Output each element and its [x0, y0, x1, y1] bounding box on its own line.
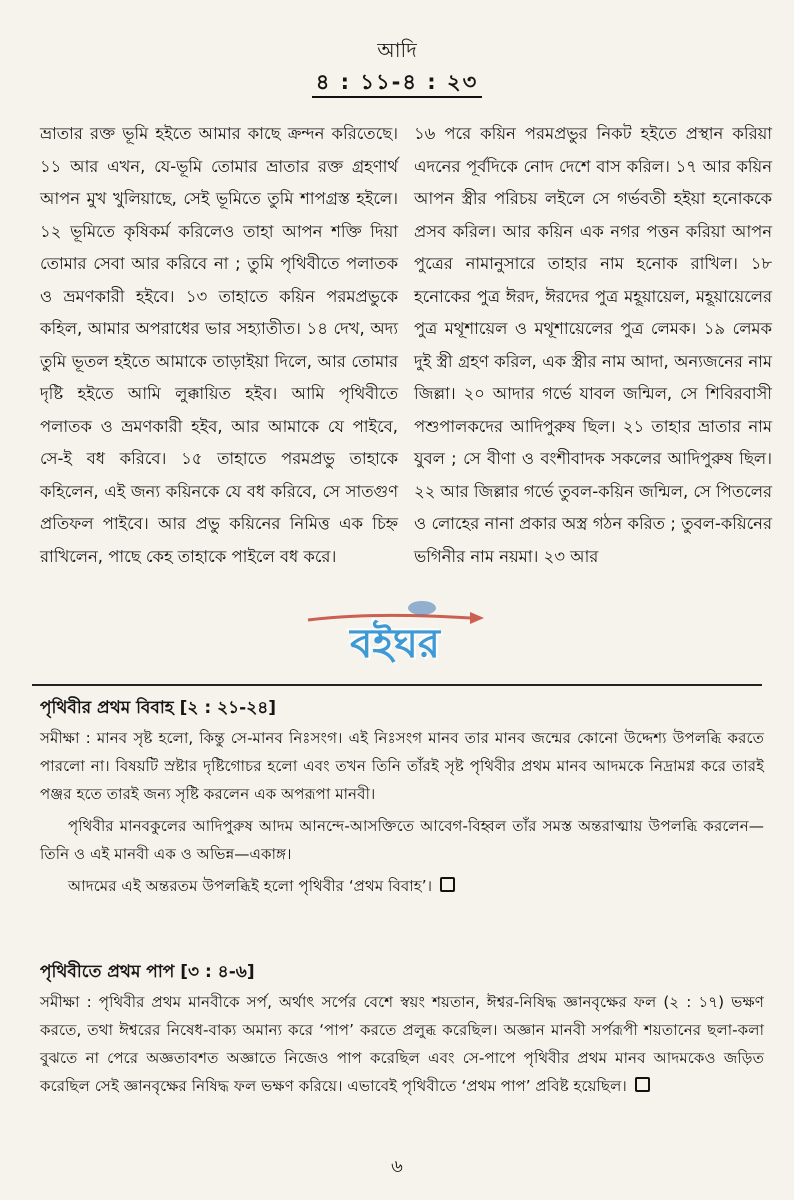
section-paragraph-last	[40, 872, 764, 900]
left-column	[40, 118, 398, 573]
end-square-icon	[635, 1077, 650, 1092]
page-number: ৬	[391, 1156, 403, 1177]
watermark-logo	[300, 598, 490, 672]
right-column	[414, 118, 772, 573]
section-paragraph: সমীক্ষা : মানব সৃষ্ট হলো, কিন্তু সে-মানব নিঃসংগ। এই নিঃসংগ মানব তার মানব জন্মের কোনো উদ্দেশ্য উপলব্ধি করতে পারলো না। বিষয়টি স্রষ্টার দৃষ্টিগোচর হলো এবং তখন তিনি তাঁরই সৃষ্ট পৃথিবীর প্রথম মানব আদমকে নিদ্রামগ্ন করে তারই পঞ্জর হতে তারই জন্য সৃষ্টি করলেন এক অপরূপা মানবী।	[40, 729, 764, 803]
section-divider	[32, 684, 762, 686]
section-paragraph-last	[40, 988, 764, 1100]
chapter-range	[0, 66, 794, 101]
section-first-marriage	[40, 694, 764, 900]
chapter-range-text: ৪ : ১১-৪ : ২৩	[312, 70, 483, 98]
section-paragraph: পৃথিবীর মানবকুলের আদিপুরুষ আদম আনন্দে-আসক্তিতে আবেগ-বিহ্বল তাঁর সমস্ত অন্তরাত্মায় উপলব্ধি করলেন— তিনি ও এই মানবী এক ও অভিন্ন—একাঙ্গ।	[40, 817, 764, 863]
end-square-icon	[440, 877, 455, 892]
right-column-text: ১৬ পরে কয়িন পরমপ্রভুর নিকট হইতে প্রস্থান করিয়া এদনের পূর্বদিকে নোদ দেশে বাস করিল। ১৭ আর কয়িন আপন স্ত্রীর পরিচয় লইলে সে গর্ভবতী হইয়া হনোককে প্রসব করিল। আর কয়িন এক নগর পত্তন করিয়া আপন পুত্রের নামানুসারে তাহার নাম হনোক রাখিল। ১৮ হনোকের পুত্র ঈরদ, ঈরদের পুত্র মহূয়ায়েল, মহূয়ায়েলের পুত্র মথূশায়েল ও মথূশায়েলের পুত্র লেমক। ১৯ লেমক দুই স্ত্রী গ্রহণ করিল, এক স্ত্রীর নাম আদা, অন্যজনের নাম জিল্লা। ২০ আদার গর্ভে যাবল জন্মিল, সে শিবিরবাসী পশুপালকদের আদিপুরুষ ছিল। ২১ তাহার ভ্রাতার নাম যুবল ; সে বীণা ও বংশীবাদক সকলের আদিপুরুষ ছিল। ২২ আর জিল্লার গর্ভে তুবল-কয়িন জন্মিল, সে পিতলের ও লোহের নানা প্রকার অস্ত্র গঠন করিত ; তুবল-কয়িনের ভগিনীর নাম নয়মা। ২৩ আর	[414, 124, 772, 566]
section-heading: পৃথিবীতে প্রথম পাপ [৩ : ৪-৬]	[40, 962, 255, 982]
book-title: আদি	[377, 38, 417, 62]
quill-icon	[300, 598, 490, 672]
watermark-text: বইঘর	[350, 621, 440, 667]
left-column-text: ভ্রাতার রক্ত ভূমি হইতে আমার কাছে ক্রন্দন করিতেছে। ১১ আর এখন, যে-ভূমি তোমার ভ্রাতার রক্ত গ্রহণার্থ আপন মুখ খুলিয়াছে, সেই ভূমিতে তুমি শাপগ্রস্ত হইলে। ১২ ভূমিতে কৃষিকর্ম করিলেও তাহা আপন শক্তি দিয়া তোমার সেবা আর করিবে না ; তুমি পৃথিবীতে পলাতক ও ভ্রমণকারী হইবে। ১৩ তাহাতে কয়িন পরমপ্রভুকে কহিল, আমার অপরাধের ভার সহ্যাতীত। ১৪ দেখ, অদ্য তুমি ভূতল হইতে আমাকে তাড়াইয়া দিলে, আর তোমার দৃষ্টি হইতে আমি লুক্কায়িত হইব। আমি পৃথিবীতে পলাতক ও ভ্রমণকারী হইব, আর আমাকে যে পাইবে, সে-ই বধ করিবে। ১৫ তাহাতে পরমপ্রভু তাহাকে কহিলেন, এই জন্য কয়িনকে যে বধ করিবে, সে সাতগুণ প্রতিফল পাইবে। আর প্রভু কয়িনের নিমিত্ত এক চিহ্ন রাখিলেন, পাছে কেহ তাহাকে পাইলে বধ করে।	[40, 124, 398, 566]
section-paragraph-text: সমীক্ষা : পৃথিবীর প্রথম মানবীকে সর্প, অর্থাৎ সর্পের বেশে স্বয়ং শয়তান, ঈশ্বর-নিষিদ্ধ জ্ঞানবৃক্ষের ফল (২ : ১৭) ভক্ষণ করতে, তথা ঈশ্বরের নিষেধ-বাক্য অমান্য করে ‘পাপ’ করতে প্রলুব্ধ করেছিল। অজ্ঞান মানবী সর্পরূপী শয়তানের ছলা-কলা বুঝতে না পেরে অজ্ঞতাবশত অজ্ঞাতে নিজেও পাপ করেছিল এবং সে-পাপে পৃথিবীর প্রথম মানব আদমকেও জড়িত করেছিল সেই জ্ঞানবৃক্ষের নিষিদ্ধ ফল ভক্ষণ করিয়ে। এভাবেই পৃথিবীতে ‘প্রথম পাপ’ প্রবিষ্ট হয়েছিল।	[40, 993, 764, 1095]
section-heading: পৃথিবীর প্রথম বিবাহ [২ : ২১-২৪]	[40, 698, 277, 718]
section-paragraph-text: আদমের এই অন্তরতম উপলব্ধিই হলো পৃথিবীর ‘প্রথম বিবাহ’।	[68, 877, 433, 895]
section-first-sin	[40, 958, 764, 1100]
